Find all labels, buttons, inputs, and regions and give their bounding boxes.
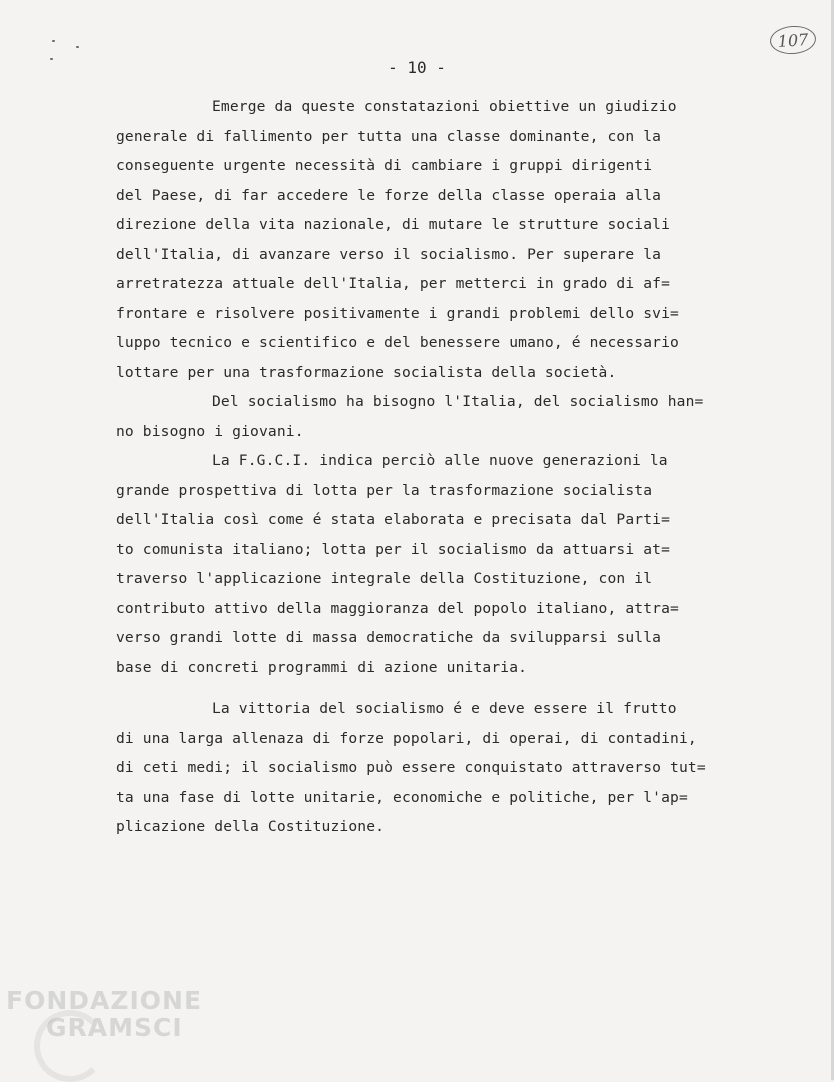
text-line: dell'Italia così come é stata elaborata e precisata dal Parti= <box>116 511 671 528</box>
text-line: di ceti medi; il socialismo può essere conquistato attraverso tut= <box>116 759 706 776</box>
text-line: lottare per una trasformazione socialista della società. <box>116 363 617 381</box>
text-line: traverso l'applicazione integrale della Costituzione, con il <box>116 570 653 587</box>
watermark-line-2: GRAMSCI <box>46 1013 183 1042</box>
text-line: del Paese, di far accedere le forze della classe operaia alla <box>116 186 662 204</box>
paragraph-gap <box>116 682 776 694</box>
text-line: no bisogno i giovani. <box>116 422 304 440</box>
typed-text-body <box>116 92 776 842</box>
text-line: grande prospettiva di lotta per la trasformazione socialista <box>116 481 653 499</box>
watermark <box>6 988 202 1040</box>
text-line: direzione della vita nazionale, di mutare le strutture sociali <box>116 216 671 233</box>
text-line: dell'Italia, di avanzare verso il socialismo. Per superare la <box>116 245 662 263</box>
watermark-line-1: FONDAZIONE <box>6 986 203 1015</box>
text-line: generale di fallimento per tutta una classe dominante, con la <box>116 127 662 145</box>
text-line: arretratezza attuale dell'Italia, per metterci in grado di af= <box>116 275 671 292</box>
text-line: contributo attivo della maggioranza del popolo italiano, attra= <box>116 599 679 617</box>
text-line: base di concreti programmi di azione unitaria. <box>116 658 528 676</box>
text-line: luppo tecnico e scientifico e del benessere umano, é necessario <box>116 334 679 351</box>
text-line: frontare e risolvere positivamente i grandi problemi dello svi= <box>116 304 679 322</box>
text-line: ta una fase di lotte unitarie, economiche e politiche, per l'ap= <box>116 788 688 806</box>
archive-number-stamp: 107 <box>769 24 817 55</box>
text-line: to comunista italiano; lotta per il socialismo da attuarsi at= <box>116 540 671 558</box>
text-line: Emerge da queste constatazioni obiettive un giudizio <box>212 98 677 115</box>
text-line: plicazione della Costituzione. <box>116 818 385 835</box>
text-line: La F.G.C.I. indica perciò alle nuove generazioni la <box>212 452 668 469</box>
text-line: La vittoria del socialismo é e deve essere il frutto <box>212 700 677 717</box>
paper-speck <box>52 40 55 42</box>
text-line: Del socialismo ha bisogno l'Italia, del socialismo han= <box>212 393 704 410</box>
text-line: conseguente urgente necessità di cambiare i gruppi dirigenti <box>116 157 653 174</box>
page-number: - 10 - <box>388 58 446 77</box>
text-line: di una larga allenaza di forze popolari, di operai, di contadini, <box>116 729 697 747</box>
paper-speck <box>76 46 79 48</box>
text-line: verso grandi lotte di massa democratiche da svilupparsi sulla <box>116 629 662 646</box>
